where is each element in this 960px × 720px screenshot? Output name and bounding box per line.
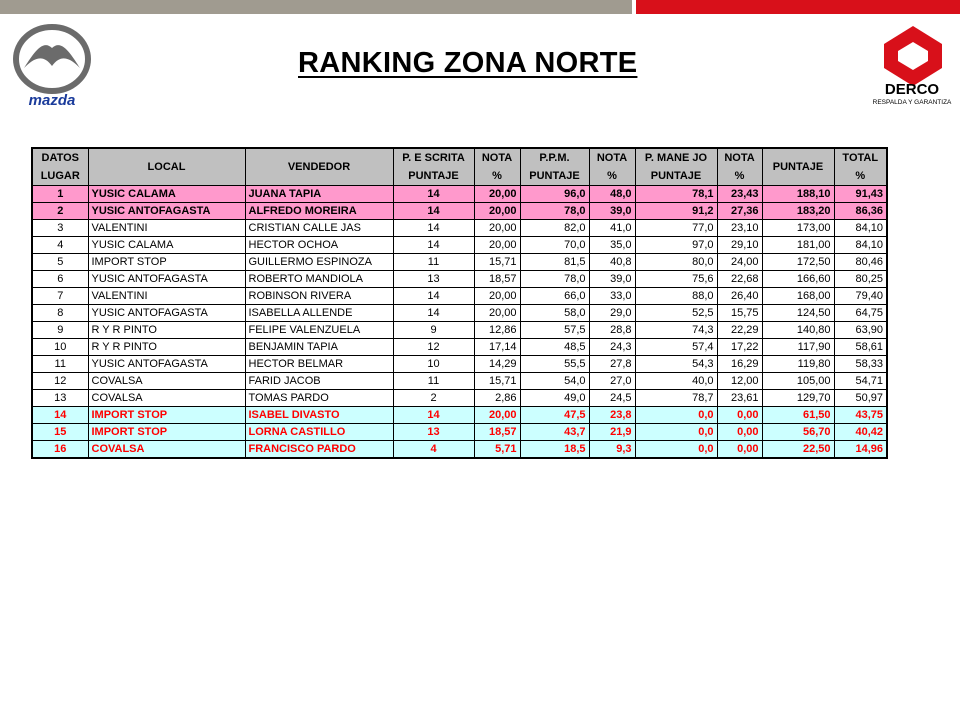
- cell-lugar: 13: [32, 390, 88, 407]
- cell-manejo: 57,4: [635, 339, 717, 356]
- cell-nota2: 24,3: [589, 339, 635, 356]
- cell-ppm: 57,5: [520, 322, 589, 339]
- cell-manejo: 54,3: [635, 356, 717, 373]
- cell-nota2: 40,8: [589, 254, 635, 271]
- cell-manejo: 78,1: [635, 186, 717, 203]
- cell-nota3: 22,68: [717, 271, 762, 288]
- cell-total: 80,25: [834, 271, 887, 288]
- cell-nota3: 23,43: [717, 186, 762, 203]
- cell-puntaje: 168,00: [762, 288, 834, 305]
- table-row: [32, 254, 887, 271]
- mazda-logo: [12, 22, 92, 110]
- cell-lugar: 15: [32, 424, 88, 441]
- cell-local: IMPORT STOP: [88, 424, 245, 441]
- cell-escrita: 14: [393, 305, 474, 322]
- cell-manejo: 0,0: [635, 424, 717, 441]
- header-puntaje: PUNTAJE: [762, 148, 834, 186]
- cell-nota1: 15,71: [474, 373, 520, 390]
- header-nota3-bottom: %: [717, 167, 762, 186]
- cell-lugar: 16: [32, 441, 88, 459]
- cell-lugar: 6: [32, 271, 88, 288]
- table-row: [32, 356, 887, 373]
- cell-puntaje: 105,00: [762, 373, 834, 390]
- cell-vendedor: FRANCISCO PARDO: [245, 441, 393, 459]
- cell-total: 91,43: [834, 186, 887, 203]
- cell-ppm: 70,0: [520, 237, 589, 254]
- cell-ppm: 43,7: [520, 424, 589, 441]
- header-nota2-top: NOTA: [589, 148, 635, 167]
- cell-vendedor: GUILLERMO ESPINOZA: [245, 254, 393, 271]
- cell-local: COVALSA: [88, 441, 245, 459]
- cell-escrita: 14: [393, 288, 474, 305]
- cell-puntaje: 129,70: [762, 390, 834, 407]
- cell-nota3: 24,00: [717, 254, 762, 271]
- cell-lugar: 10: [32, 339, 88, 356]
- header-nota1-top: NOTA: [474, 148, 520, 167]
- table-row: [32, 373, 887, 390]
- cell-total: 14,96: [834, 441, 887, 459]
- cell-escrita: 13: [393, 424, 474, 441]
- cell-local: IMPORT STOP: [88, 407, 245, 424]
- cell-total: 64,75: [834, 305, 887, 322]
- cell-total: 43,75: [834, 407, 887, 424]
- cell-lugar: 14: [32, 407, 88, 424]
- cell-total: 80,46: [834, 254, 887, 271]
- cell-nota3: 22,29: [717, 322, 762, 339]
- cell-nota1: 20,00: [474, 407, 520, 424]
- cell-escrita: 14: [393, 237, 474, 254]
- cell-puntaje: 61,50: [762, 407, 834, 424]
- cell-escrita: 12: [393, 339, 474, 356]
- header-nota3-top: NOTA: [717, 148, 762, 167]
- cell-nota1: 20,00: [474, 237, 520, 254]
- cell-ppm: 78,0: [520, 271, 589, 288]
- table-row: [32, 186, 887, 203]
- cell-local: VALENTINI: [88, 220, 245, 237]
- cell-puntaje: 166,60: [762, 271, 834, 288]
- cell-vendedor: BENJAMIN TAPIA: [245, 339, 393, 356]
- cell-local: YUSIC ANTOFAGASTA: [88, 305, 245, 322]
- cell-manejo: 80,0: [635, 254, 717, 271]
- cell-total: 54,71: [834, 373, 887, 390]
- cell-puntaje: 173,00: [762, 220, 834, 237]
- header-total-top: TOTAL: [834, 148, 887, 167]
- cell-local: R Y R PINTO: [88, 339, 245, 356]
- cell-vendedor: JUANA TAPIA: [245, 186, 393, 203]
- cell-ppm: 66,0: [520, 288, 589, 305]
- cell-nota3: 16,29: [717, 356, 762, 373]
- table-row: [32, 203, 887, 220]
- cell-manejo: 88,0: [635, 288, 717, 305]
- derco-wordmark: DERCO: [884, 81, 940, 98]
- cell-local: YUSIC ANTOFAGASTA: [88, 271, 245, 288]
- cell-nota1: 18,57: [474, 424, 520, 441]
- cell-escrita: 14: [393, 220, 474, 237]
- cell-vendedor: HECTOR OCHOA: [245, 237, 393, 254]
- cell-escrita: 10: [393, 356, 474, 373]
- top-bar-red: [636, 0, 960, 14]
- cell-total: 84,10: [834, 237, 887, 254]
- cell-nota3: 17,22: [717, 339, 762, 356]
- cell-vendedor: ROBINSON RIVERA: [245, 288, 393, 305]
- cell-total: 50,97: [834, 390, 887, 407]
- cell-nota3: 29,10: [717, 237, 762, 254]
- header-escrita-top: P. E SCRITA: [393, 148, 474, 167]
- cell-local: YUSIC CALAMA: [88, 186, 245, 203]
- cell-lugar: 8: [32, 305, 88, 322]
- cell-puntaje: 56,70: [762, 424, 834, 441]
- cell-nota2: 28,8: [589, 322, 635, 339]
- table-row: [32, 271, 887, 288]
- cell-nota1: 14,29: [474, 356, 520, 373]
- cell-nota1: 20,00: [474, 203, 520, 220]
- cell-nota3: 23,61: [717, 390, 762, 407]
- cell-vendedor: CRISTIAN CALLE JAS: [245, 220, 393, 237]
- cell-nota1: 20,00: [474, 220, 520, 237]
- derco-tagline: RESPALDA Y GARANTIZA: [872, 99, 952, 106]
- cell-total: 63,90: [834, 322, 887, 339]
- page-title: RANKING ZONA NORTE: [298, 47, 638, 79]
- cell-ppm: 48,5: [520, 339, 589, 356]
- cell-puntaje: 22,50: [762, 441, 834, 459]
- cell-nota2: 41,0: [589, 220, 635, 237]
- cell-escrita: 2: [393, 390, 474, 407]
- cell-local: COVALSA: [88, 373, 245, 390]
- cell-escrita: 14: [393, 186, 474, 203]
- cell-lugar: 5: [32, 254, 88, 271]
- derco-logo: [868, 24, 958, 106]
- cell-nota2: 23,8: [589, 407, 635, 424]
- cell-vendedor: ALFREDO MOREIRA: [245, 203, 393, 220]
- cell-ppm: 54,0: [520, 373, 589, 390]
- cell-manejo: 52,5: [635, 305, 717, 322]
- cell-ppm: 49,0: [520, 390, 589, 407]
- table-row: [32, 424, 887, 441]
- cell-nota1: 20,00: [474, 305, 520, 322]
- cell-lugar: 1: [32, 186, 88, 203]
- cell-puntaje: 181,00: [762, 237, 834, 254]
- cell-manejo: 74,3: [635, 322, 717, 339]
- cell-escrita: 13: [393, 271, 474, 288]
- cell-nota1: 12,86: [474, 322, 520, 339]
- cell-ppm: 18,5: [520, 441, 589, 459]
- table-row: [32, 322, 887, 339]
- header-manejo-top: P. MANE JO: [635, 148, 717, 167]
- cell-nota2: 27,8: [589, 356, 635, 373]
- header-nota2-bottom: %: [589, 167, 635, 186]
- header-manejo-bottom: PUNTAJE: [635, 167, 717, 186]
- cell-total: 86,36: [834, 203, 887, 220]
- cell-manejo: 97,0: [635, 237, 717, 254]
- cell-vendedor: HECTOR BELMAR: [245, 356, 393, 373]
- cell-ppm: 78,0: [520, 203, 589, 220]
- header-ppm-bottom: PUNTAJE: [520, 167, 589, 186]
- cell-nota2: 39,0: [589, 203, 635, 220]
- cell-total: 58,61: [834, 339, 887, 356]
- cell-nota3: 0,00: [717, 407, 762, 424]
- ranking-table-container: [31, 147, 888, 459]
- cell-puntaje: 140,80: [762, 322, 834, 339]
- cell-escrita: 14: [393, 407, 474, 424]
- cell-puntaje: 119,80: [762, 356, 834, 373]
- cell-local: COVALSA: [88, 390, 245, 407]
- cell-nota3: 27,36: [717, 203, 762, 220]
- cell-lugar: 12: [32, 373, 88, 390]
- cell-local: YUSIC ANTOFAGASTA: [88, 203, 245, 220]
- cell-escrita: 11: [393, 254, 474, 271]
- cell-total: 84,10: [834, 220, 887, 237]
- cell-nota3: 26,40: [717, 288, 762, 305]
- cell-manejo: 0,0: [635, 407, 717, 424]
- cell-nota2: 48,0: [589, 186, 635, 203]
- cell-vendedor: LORNA CASTILLO: [245, 424, 393, 441]
- cell-puntaje: 117,90: [762, 339, 834, 356]
- cell-escrita: 4: [393, 441, 474, 459]
- header-escrita-bottom: PUNTAJE: [393, 167, 474, 186]
- cell-nota1: 5,71: [474, 441, 520, 459]
- cell-escrita: 11: [393, 373, 474, 390]
- cell-escrita: 14: [393, 203, 474, 220]
- header-lugar-top: DATOS: [32, 148, 88, 167]
- cell-manejo: 0,0: [635, 441, 717, 459]
- cell-nota3: 0,00: [717, 441, 762, 459]
- cell-local: IMPORT STOP: [88, 254, 245, 271]
- table-row: [32, 237, 887, 254]
- cell-lugar: 4: [32, 237, 88, 254]
- cell-local: YUSIC ANTOFAGASTA: [88, 356, 245, 373]
- table-row: [32, 407, 887, 424]
- header-vendedor: VENDEDOR: [245, 148, 393, 186]
- cell-vendedor: ROBERTO MANDIOLA: [245, 271, 393, 288]
- cell-nota1: 18,57: [474, 271, 520, 288]
- cell-nota2: 24,5: [589, 390, 635, 407]
- cell-total: 40,42: [834, 424, 887, 441]
- cell-nota2: 29,0: [589, 305, 635, 322]
- cell-lugar: 2: [32, 203, 88, 220]
- cell-nota3: 0,00: [717, 424, 762, 441]
- cell-puntaje: 124,50: [762, 305, 834, 322]
- table-row: [32, 390, 887, 407]
- cell-vendedor: ISABELLA ALLENDE: [245, 305, 393, 322]
- table-row: [32, 305, 887, 322]
- cell-puntaje: 188,10: [762, 186, 834, 203]
- cell-nota2: 35,0: [589, 237, 635, 254]
- cell-nota1: 20,00: [474, 288, 520, 305]
- cell-lugar: 3: [32, 220, 88, 237]
- cell-ppm: 47,5: [520, 407, 589, 424]
- cell-nota2: 39,0: [589, 271, 635, 288]
- cell-puntaje: 183,20: [762, 203, 834, 220]
- cell-nota2: 27,0: [589, 373, 635, 390]
- cell-local: VALENTINI: [88, 288, 245, 305]
- header-total-bottom: %: [834, 167, 887, 186]
- cell-nota2: 21,9: [589, 424, 635, 441]
- table-row: [32, 339, 887, 356]
- cell-manejo: 77,0: [635, 220, 717, 237]
- cell-ppm: 82,0: [520, 220, 589, 237]
- cell-total: 58,33: [834, 356, 887, 373]
- cell-local: YUSIC CALAMA: [88, 237, 245, 254]
- cell-total: 79,40: [834, 288, 887, 305]
- cell-ppm: 58,0: [520, 305, 589, 322]
- header-lugar-bottom: LUGAR: [32, 167, 88, 186]
- cell-vendedor: FARID JACOB: [245, 373, 393, 390]
- cell-vendedor: FELIPE VALENZUELA: [245, 322, 393, 339]
- table-row: [32, 441, 887, 459]
- cell-local: R Y R PINTO: [88, 322, 245, 339]
- cell-vendedor: TOMAS PARDO: [245, 390, 393, 407]
- cell-nota3: 23,10: [717, 220, 762, 237]
- cell-puntaje: 172,50: [762, 254, 834, 271]
- cell-ppm: 96,0: [520, 186, 589, 203]
- cell-lugar: 7: [32, 288, 88, 305]
- mazda-wordmark: mazda: [28, 92, 76, 109]
- cell-nota1: 2,86: [474, 390, 520, 407]
- header-local: LOCAL: [88, 148, 245, 186]
- cell-nota2: 33,0: [589, 288, 635, 305]
- cell-ppm: 81,5: [520, 254, 589, 271]
- top-bar-gray: [0, 0, 632, 14]
- cell-nota1: 17,14: [474, 339, 520, 356]
- cell-lugar: 11: [32, 356, 88, 373]
- cell-nota3: 15,75: [717, 305, 762, 322]
- cell-manejo: 75,6: [635, 271, 717, 288]
- cell-nota3: 12,00: [717, 373, 762, 390]
- header-nota1-bottom: %: [474, 167, 520, 186]
- cell-vendedor: ISABEL DIVASTO: [245, 407, 393, 424]
- table-row: [32, 288, 887, 305]
- cell-manejo: 40,0: [635, 373, 717, 390]
- table-row: [32, 220, 887, 237]
- cell-nota1: 20,00: [474, 186, 520, 203]
- cell-manejo: 78,7: [635, 390, 717, 407]
- cell-manejo: 91,2: [635, 203, 717, 220]
- ranking-table: [31, 147, 888, 459]
- header-ppm-top: P.P.M.: [520, 148, 589, 167]
- cell-lugar: 9: [32, 322, 88, 339]
- cell-ppm: 55,5: [520, 356, 589, 373]
- cell-nota2: 9,3: [589, 441, 635, 459]
- cell-nota1: 15,71: [474, 254, 520, 271]
- cell-escrita: 9: [393, 322, 474, 339]
